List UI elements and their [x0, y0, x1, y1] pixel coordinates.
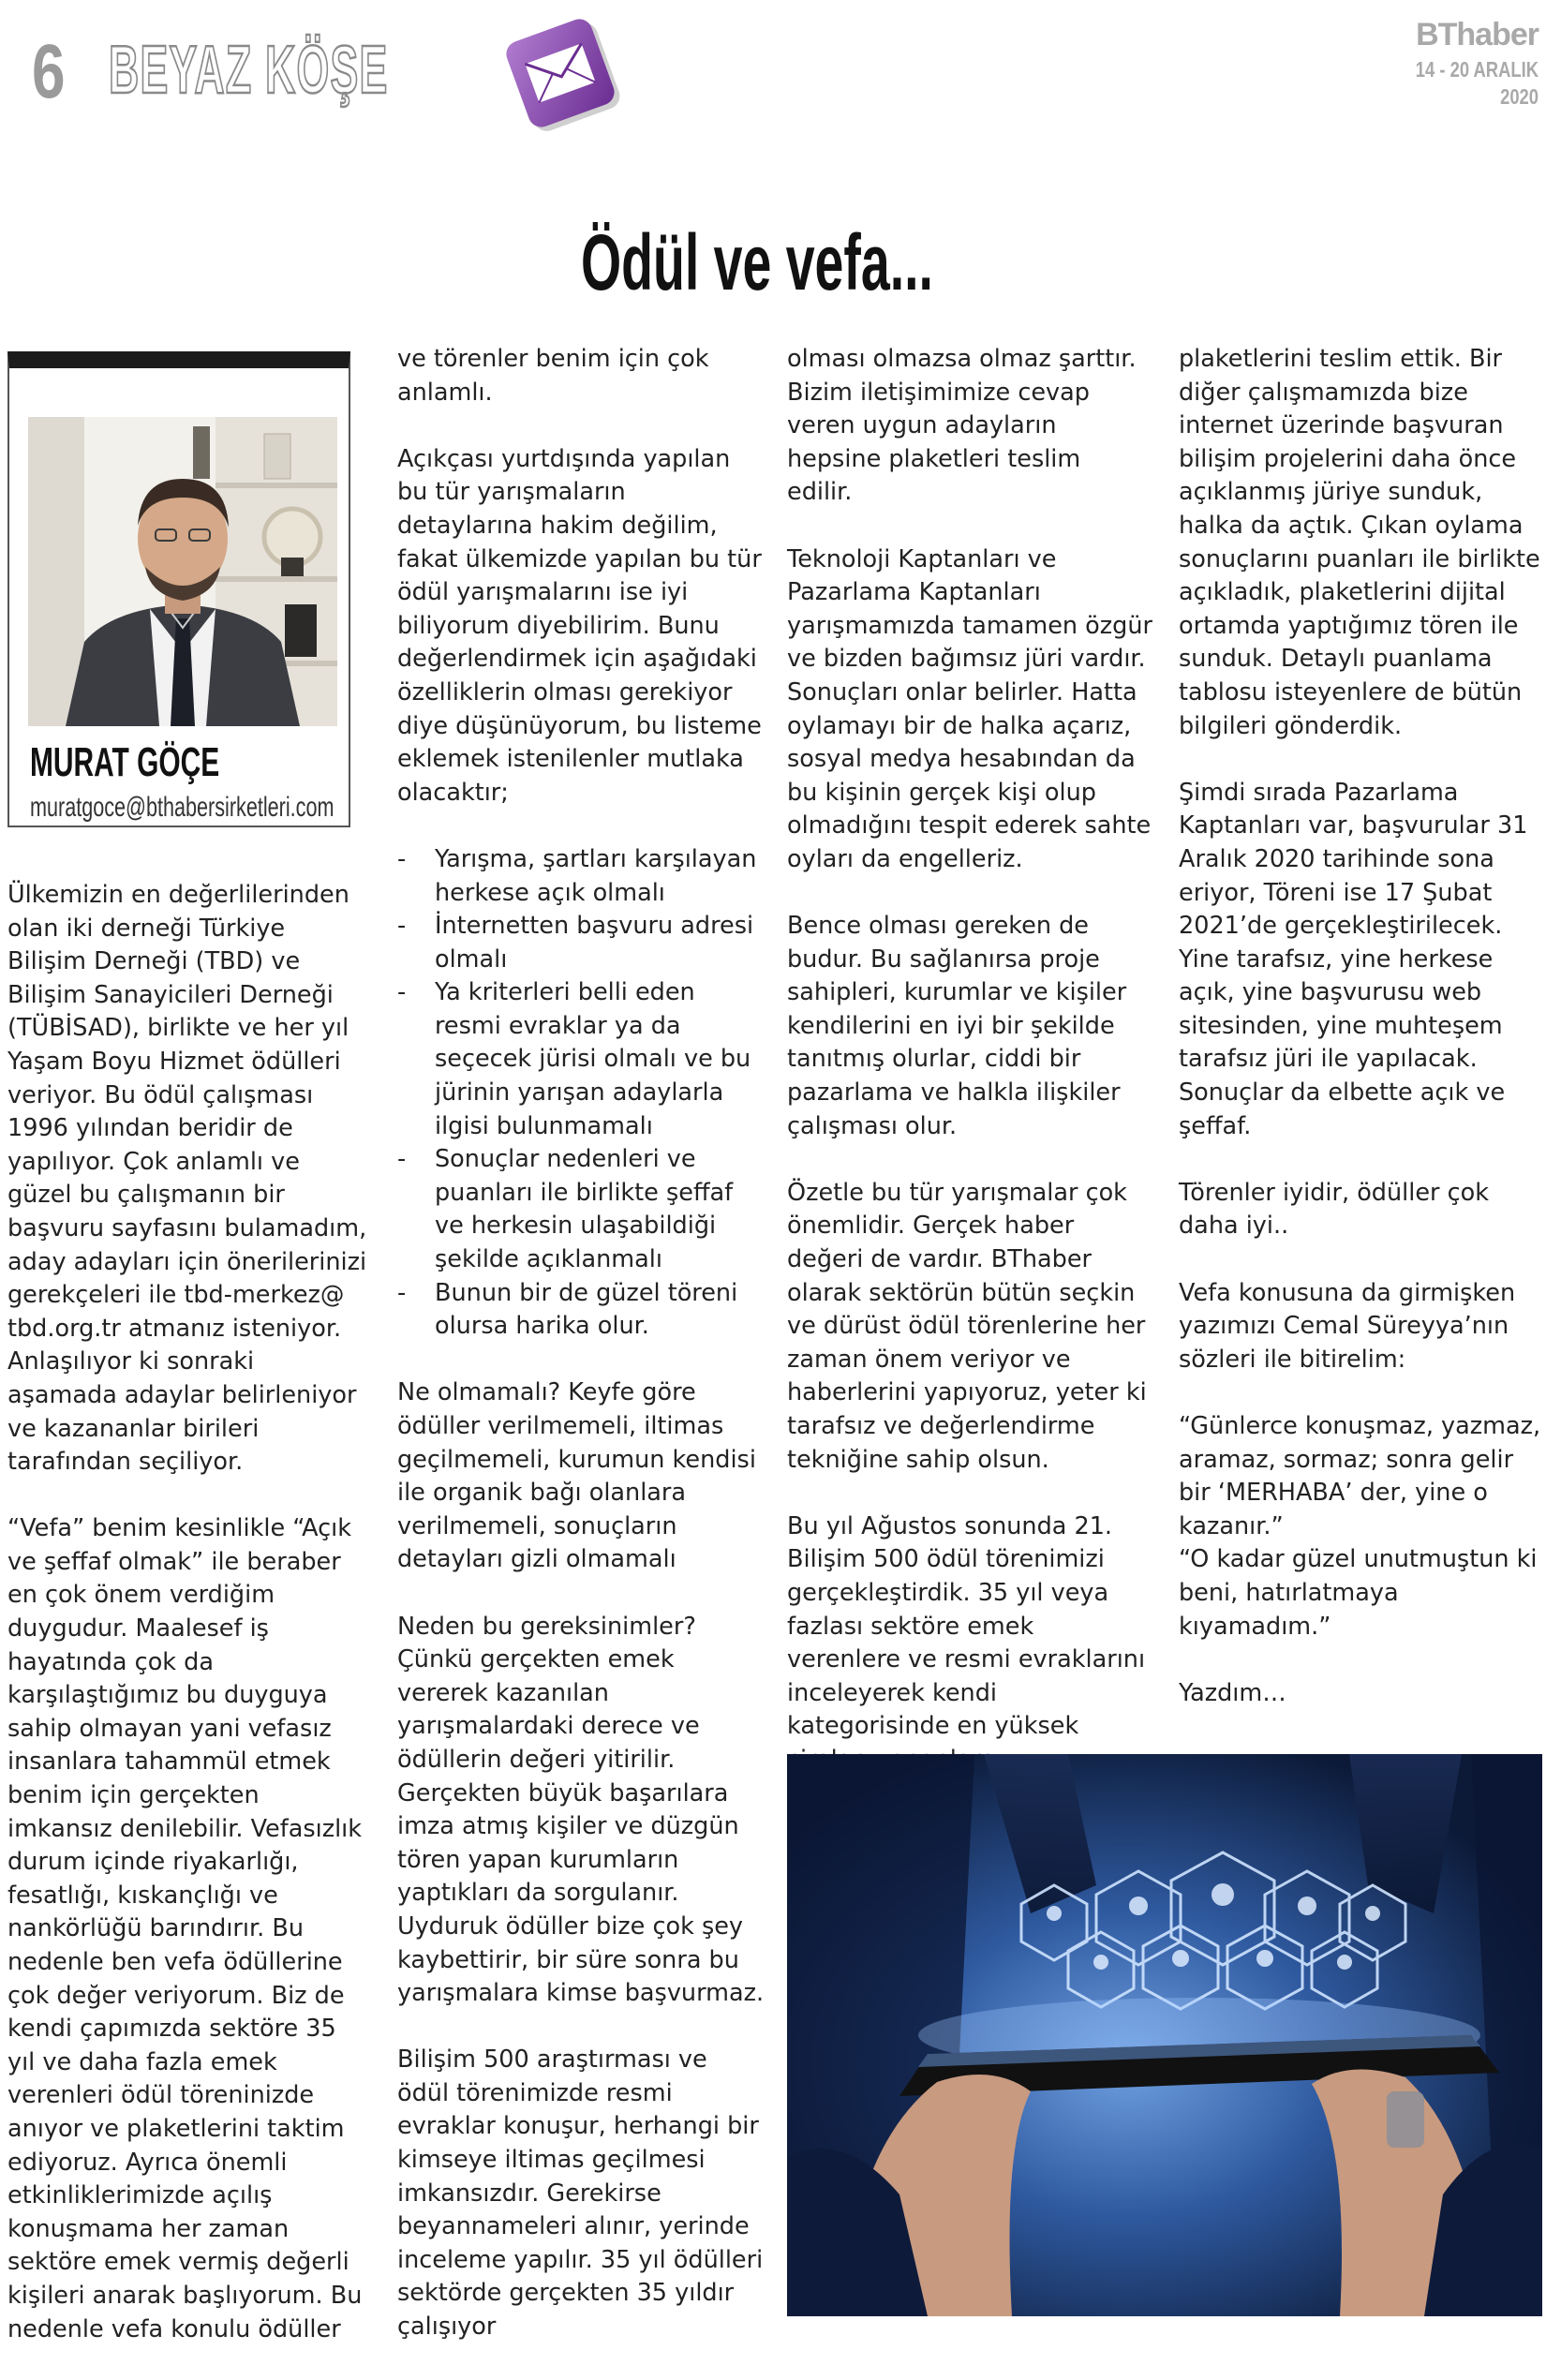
paragraph: Neden bu gereksinimler? Çünkü gerçekten emek vererek kazanılan yarışmalardaki derece ve ödüllerin değeri yitirilir. Gerçekten büyük başarılara imza atmış kişiler ve düzgün tören yapan kurumların yaptıkları da sorgulanır. Uyduruk ödüller bize çok şey kaybettirir, bir süre sonra bu yarışmalara kimse başvurmaz. — [397, 1612, 765, 2008]
paragraph: “Vefa” benim kesinlikle “Açık ve şeffaf olmak” ile beraber en çok önem verdiğim duygudur. Maalesef iş hayatında çok da karşılaştığımız bu duyguya sahip olmayan yani vefasız insanlara tahammül etmek benim için gerçekten imkansız denilebilir. Vefasızlık durum içinde riyakarlığı, fesatlığı, kıskançlığı ve nankörlüğü barındırır. Bu nedenle ben vefa ödüllerine çok değer veriyorum. Biz de kendi çapımızda sektöre 35 yıl ve daha fazla emek verenleri ödül töreninizde anıyor ve plaketlerini taktim ediyoruz. Ayrıca önemli etkinliklerimizde açılış konuşmama her zaman sektöre emek vermiş değerli kişileri anarak başlıyorum. Bu nedenle vefa konulu ödüller — [7, 1514, 363, 2343]
signoff: Yazdım… — [1179, 1678, 1286, 1707]
author-name: MURAT GÖÇE — [30, 739, 220, 785]
paragraph: Vefa konusuna da girmişken yazımızı Cemal Süreyya’nın sözleri ile bitirelim: — [1179, 1278, 1516, 1374]
paragraph: Açıkçası yurtdışında yapılan bu tür yarışmaların detaylarına hakim değilim, fakat ülkemizde yapılan bu tür ödül yarışmalarını ise iyi biliyorum diyebilirim. Bunu değerlendirmek için aşağıdaki özelliklerin olması gerekiyor diye düşünüyorum, bu listeme eklemek istenilenler mutlaka olacaktır; — [397, 444, 762, 807]
brand-name: BThaber — [1416, 17, 1539, 52]
author-photo — [28, 417, 337, 726]
issue-year: 2020 — [1500, 84, 1539, 109]
quote-paragraph: “Günlerce konuşmaz, yazmaz, aramaz, sormaz; sonra gelir bir ‘MERHABA’ der, yine o kazanır.” “O kadar güzel unutmuştun ki beni, hatırlatmaya kıyamadım.” — [1179, 1412, 1541, 1641]
issue-dates: 14 - 20 ARALIK — [1415, 57, 1539, 82]
article-column-1 — [7, 879, 367, 2380]
paragraph: Şimdi sırada Pazarlama Kaptanları var, başvurular 31 Aralık 2020 tarihinde sona eriyor, Töreni ise 17 Şubat 2021’de gerçekleştirilecek. Yine tarafsız, yine herkese açık, yine başvurusu web sitesinden, yine muhteşem tarafsız jüri ile yapılacak. Sonuçlar da elbette açık ve şeffaf. — [1179, 778, 1528, 1140]
paragraph: Teknoloji Kaptanları ve Pazarlama Kaptanları yarışmamızda tamamen özgür ve bizden bağımsız jüri vardır. Sonuçları onlar belirler. Hatta oylamayı bir de halka açarız, sosyal medya hesabından da bu kişinin gerçek kişi olup olmadığını tespit ederek sahte oyları da engelleriz. — [787, 544, 1152, 873]
list-item: - Sonuçlar nedenleri ve puanları ile birlikte şeffaf ve herkesin ulaşabildiği şekilde açıklanmalı — [397, 1143, 765, 1276]
publication-masthead — [1385, 17, 1539, 110]
article-column-2 — [397, 343, 765, 2377]
paragraph: Özetle bu tür yarışmalar çok önemlidir. Gerçek haber değeri de vardır. BThaber olarak sektörün bütün seçkin ve dürüst ödül törenlerine her zaman önem veriyor ve haberlerini yapıyoruz, yeter ki tarafsız ve değerlendirme tekniğine sahip olsun. — [787, 1178, 1147, 1474]
section-title: BEYAZ KÖŞE — [109, 33, 389, 108]
tablet-network-illustration — [787, 1754, 1542, 2316]
author-box — [7, 351, 350, 827]
paragraph: ve törenler benim için çok anlamlı. — [397, 345, 709, 407]
article-column-3 — [787, 343, 1152, 1810]
list-item: - Bunun bir de güzel töreni olursa harika olur. — [397, 1277, 765, 1344]
paragraph: Bilişim 500 araştırması ve ödül törenimizde resmi evraklar konuşur, herhangi bir kimseye iltimas geçilmesi imkansızdır. Gerekirse beyannameleri alınır, yerinde inceleme yapılır. 35 yıl ödülleri sektörde gerçekten 35 yıldır çalışıyor — [397, 2045, 764, 2342]
paragraph: olması olmazsa olmaz şarttır. Bizim iletişimimize cevap veren uygun adayların hepsine plaketleri teslim edilir. — [787, 345, 1137, 507]
list-item: - Yarışma, şartları karşılayan herkese açık olmalı — [397, 843, 765, 910]
paragraph: Ülkemizin en değerlilerinden olan iki derneği Türkiye Bilişim Derneği (TBD) ve Bilişim Sanayicileri Derneği (TÜBİSAD), birlikte ve her yıl Yaşam Boyu Hizmet ödülleri veriyor. Bu ödül çalışması 1996 yılından beridir de yapılıyor. Çok anlamlı ve güzel bu çalışmanın bir başvuru sayfasını bulamadım, aday adayları için önerilerinizi gerekçeleri ile tbd-merkez@ tbd.org.tr atmanız isteniyor. Anlaşılıyor ki sonraki aşamada adaylar belirleniyor ve kazananlar birileri tarafından seçiliyor. — [7, 881, 367, 1477]
envelope-icon — [495, 7, 626, 139]
paragraph: Bence olması gereken de budur. Bu sağlanırsa proje sahipleri, kurumlar ve kişiler kendilerini en iyi bir şekilde tanıtmış olurlar, ciddi bir pazarlama ve halkla ilişkiler çalışması olur. — [787, 912, 1127, 1140]
author-email: muratgoce@bthabersirketleri.com — [30, 792, 334, 823]
paragraph: Bu yıl Ağustos sonunda 21. Bilişim 500 ödül törenimizi gerçekleştirdik. 35 yıl veya fazlası sektöre emek verenlere ve resmi evraklarını inceleyerek kendi kategorisinde en yüksek — [787, 1511, 1146, 1741]
page-number: 6 — [32, 29, 66, 114]
paragraph: plaketlerini teslim ettik. Bir diğer çalışmamızda bize internet üzerinde başvuran bilişim projelerini daha önce açıklanmış jüriye sunduk, halka da açtık. Çıkan oylama sonuçlarını puanları ile birlikte açıkladık, plaketlerini dijital ortamda yaptığımız tören ile sunduk. Detaylı puanlama tablosu isteyenlere de bütün bilgileri gönderdik. — [1179, 345, 1540, 740]
paragraph: Ne olmamalı? Keyfe göre ödüller verilmemeli, iltimas geçilmemeli, kurumun kendisi ile organik bağı olanlara verilmemeli, sonuçların detayları gizli olmamalı — [397, 1378, 756, 1574]
paragraph: Törenler iyidir, ödüller çok daha iyi.. — [1179, 1178, 1489, 1241]
list-item: - Ya kriterleri belli eden resmi evraklar ya da seçecek jürisi olmalı ve bu jürinin yarışan adaylarla ilgisi bulunmamalı — [397, 976, 765, 1143]
article-column-4 — [1179, 343, 1544, 1744]
article-title: Ödül ve vefa... — [581, 218, 933, 306]
list-item: - İnternetten başvuru adresi olmalı — [397, 910, 765, 976]
requirements-list — [397, 843, 765, 1344]
